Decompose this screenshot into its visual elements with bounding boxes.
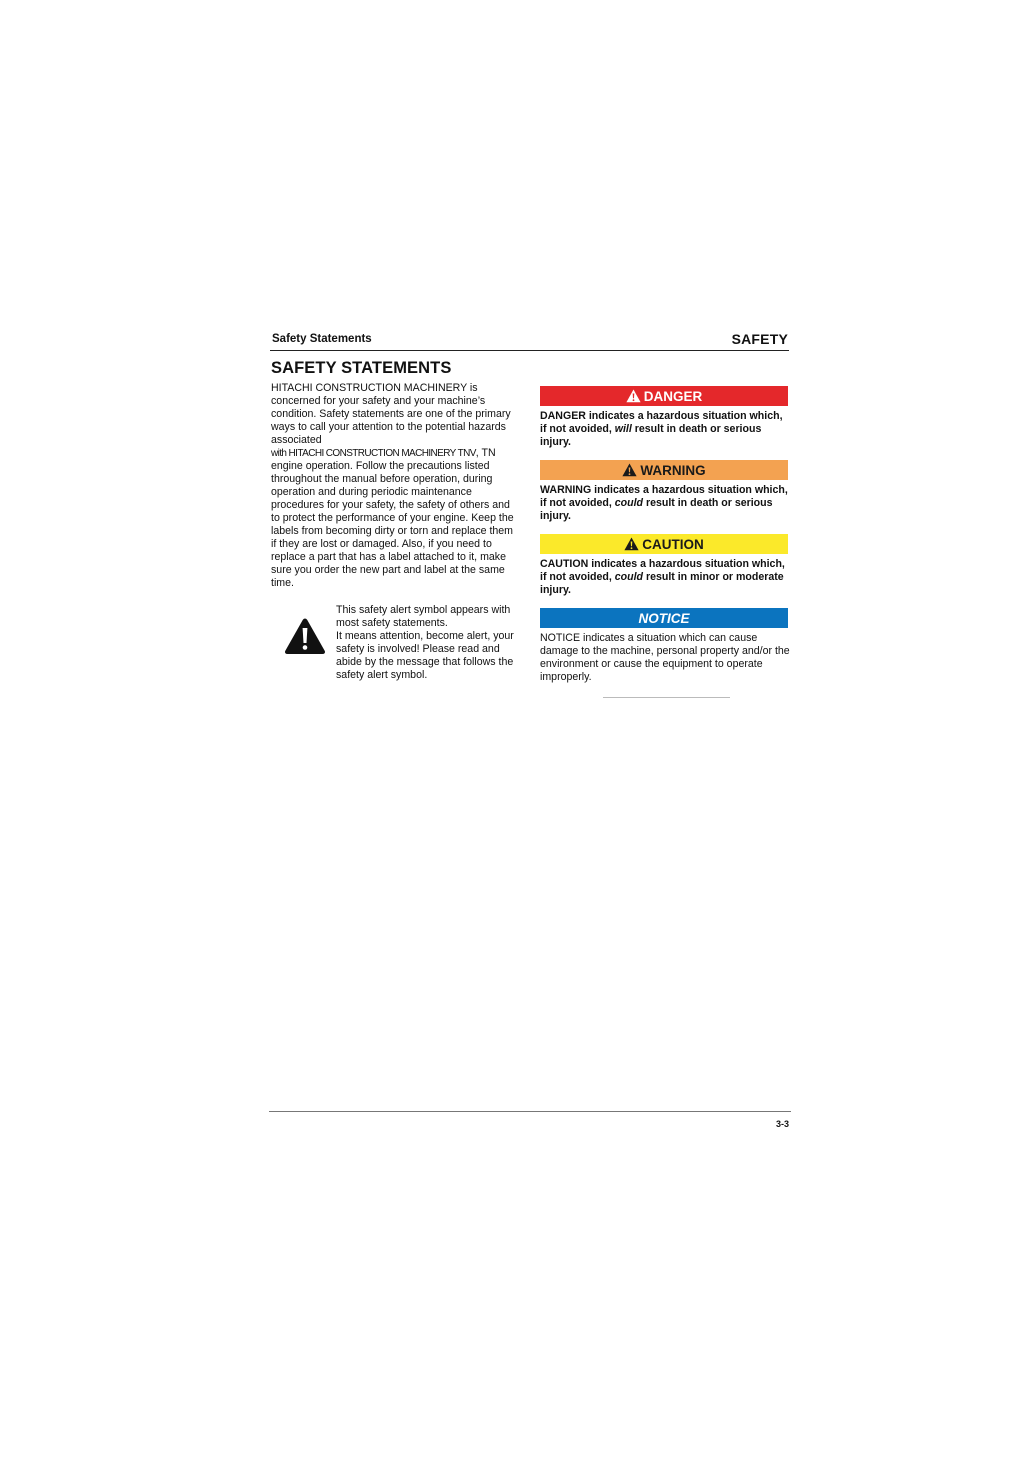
notice-signal-panel xyxy=(540,608,788,628)
warning-desc-emphasis: could xyxy=(614,497,643,509)
warning-desc-pre: WARNING indicates a hazardous situation which, if not avoided, xyxy=(540,484,788,509)
notice-description: NOTICE indicates a situation which can cause damage to the machine, personal property and/or the environment or cause the equipment to operate improperly. xyxy=(540,632,790,683)
danger-signal-panel xyxy=(540,386,788,406)
danger-desc-post: result in death or serious injury. xyxy=(540,423,762,448)
caution-label: CAUTION xyxy=(642,536,704,552)
danger-desc-emphasis: will xyxy=(614,423,632,435)
warning-desc-post: result in death or serious injury. xyxy=(540,497,773,522)
danger-desc-pre: DANGER indicates a hazardous situation which, if not avoided, xyxy=(540,410,783,435)
warning-signal-panel xyxy=(540,460,788,480)
page-number: 3-3 xyxy=(775,1119,789,1129)
footer-divider xyxy=(269,1111,791,1112)
safety-alert-triangle-icon xyxy=(284,617,326,655)
intro-text-condensed: with HITACHI CONSTRUCTION MACHINERY TNV xyxy=(271,448,476,459)
notice-label: NOTICE xyxy=(638,610,690,626)
warning-label: WARNING xyxy=(640,462,706,478)
chapter-title: SAFETY xyxy=(731,331,788,347)
caution-desc-pre: CAUTION indicates a hazardous situation which, if not avoided, xyxy=(540,558,785,583)
header-divider xyxy=(270,350,789,351)
intro-paragraph xyxy=(271,382,515,590)
warning-triangle-icon xyxy=(624,537,639,551)
warning-description xyxy=(540,484,790,523)
warning-triangle-icon xyxy=(622,463,637,477)
section-title: Safety Statements xyxy=(272,333,372,345)
danger-label: DANGER xyxy=(643,388,703,404)
section-end-divider xyxy=(603,697,730,698)
intro-text-part2: , TN engine operation. Follow the precautions listed throughout the manual before operation, during operation and during periodic maintenance procedures for your safety, the safety of others and to protect the performance of your engine. Keep the labels from becoming dirty or torn and replace them if they are lost or damaged. Also, if you need to replace a part that has a label attached to it, make sure you order the new part and label at the same time. xyxy=(271,447,514,589)
caution-desc-post: result in minor or moderate injury. xyxy=(540,571,784,596)
alert-symbol-description xyxy=(336,604,514,682)
danger-description xyxy=(540,410,790,449)
page-title: SAFETY STATEMENTS xyxy=(271,359,452,377)
alert-symbol-line2: It means attention, become alert, your safety is involved! Please read and abide by the message that follows the safety alert symbol. xyxy=(336,630,514,681)
caution-description xyxy=(540,558,790,597)
intro-text-part1: HITACHI CONSTRUCTION MACHINERY is concerned for your safety and your machine’s condition. Safety statements are one of the primary ways to call your attention to the potential hazards associated xyxy=(271,382,511,446)
caution-signal-panel xyxy=(540,534,788,554)
alert-symbol-line1: This safety alert symbol appears with most safety statements. xyxy=(336,604,511,629)
caution-desc-emphasis: could xyxy=(614,571,643,583)
warning-triangle-icon xyxy=(626,389,641,403)
